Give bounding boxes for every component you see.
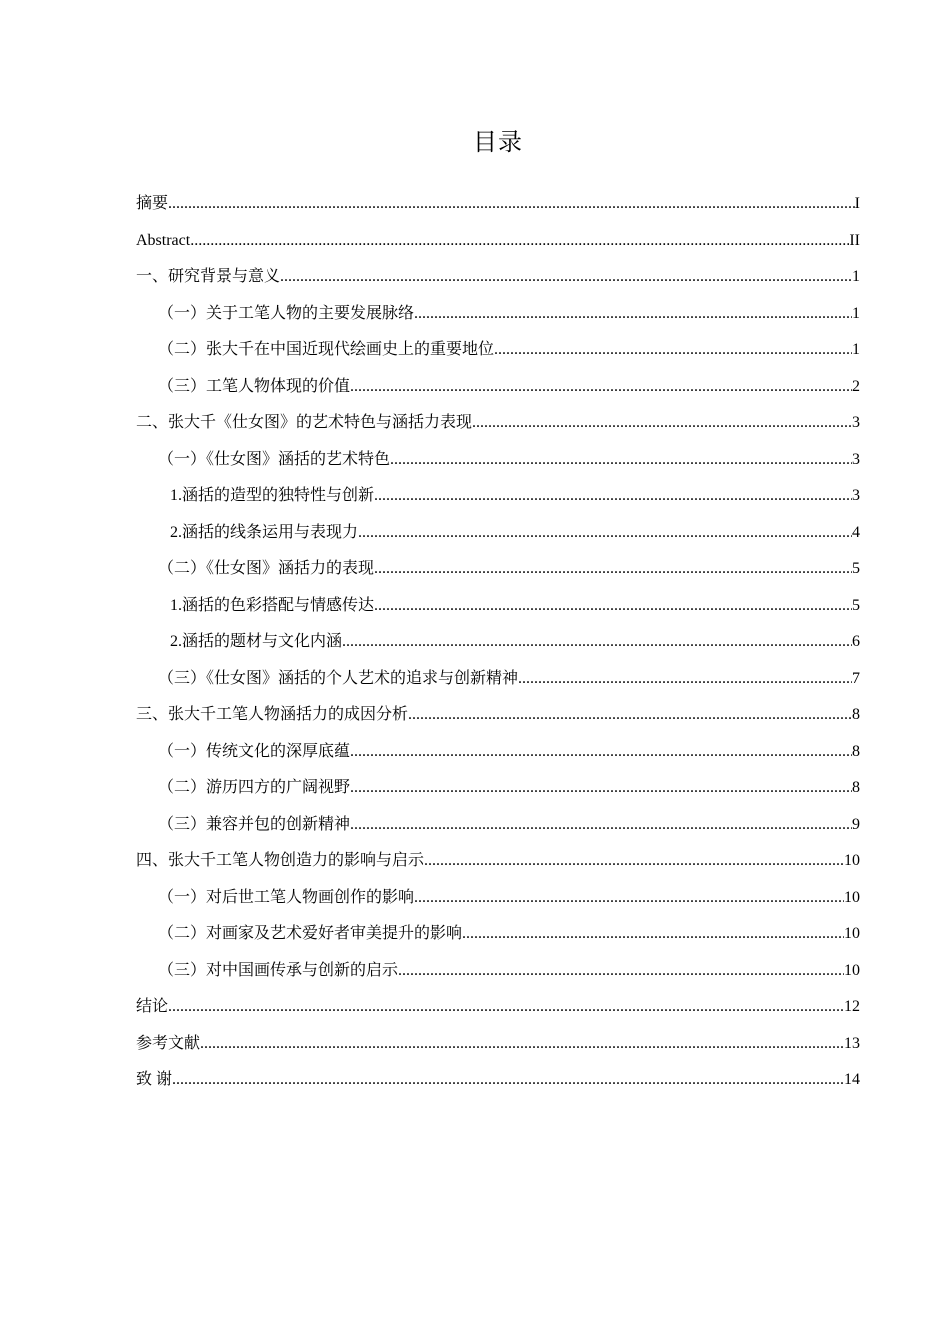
toc-entry[interactable] <box>136 953 860 990</box>
toc-entry[interactable] <box>136 551 860 588</box>
dot-leader <box>172 1062 844 1099</box>
dot-leader <box>398 953 844 990</box>
toc-entry-page-number: 13 <box>844 1034 860 1052</box>
toc-entry-page-number: 8 <box>852 779 860 796</box>
dot-leader <box>390 442 852 479</box>
dot-leader <box>408 697 852 734</box>
toc-entry-page-number: 10 <box>844 925 860 942</box>
toc-entry[interactable] <box>136 697 860 734</box>
toc-entry-page-number: 10 <box>844 852 860 869</box>
dot-leader <box>200 1026 844 1063</box>
toc-entry[interactable] <box>136 843 860 880</box>
dot-leader <box>518 661 852 698</box>
toc-entry-text: 摘要 <box>136 195 169 212</box>
dot-leader <box>462 916 844 953</box>
toc-entry-page-number: 1 <box>852 341 860 358</box>
dot-leader <box>350 369 852 406</box>
toc-entry-text: 2.涵括的线条运用与表现力 <box>170 523 359 541</box>
table-of-contents <box>136 186 860 1099</box>
toc-entry-page-number: 1 <box>852 268 860 285</box>
toc-entry-page-number: 12 <box>844 998 860 1015</box>
dot-leader <box>472 405 852 442</box>
dot-leader <box>350 807 852 844</box>
toc-entry-text: 参考文献 <box>136 1034 201 1052</box>
toc-entry-page-number: 2 <box>852 377 860 395</box>
toc-entry-page-number: 10 <box>844 888 860 906</box>
toc-entry-text: 三、张大千工笔人物涵括力的成因分析 <box>136 706 409 723</box>
dot-leader <box>168 186 855 223</box>
toc-entry-page-number: 3 <box>852 450 860 468</box>
toc-entry[interactable] <box>136 296 860 333</box>
toc-entry[interactable] <box>136 515 860 552</box>
dot-leader <box>494 332 852 369</box>
toc-entry-page-number: 5 <box>852 596 860 614</box>
toc-entry-text: （三）《仕女图》涵括的个人艺术的追求与创新精神 <box>158 669 519 687</box>
dot-leader <box>350 734 852 771</box>
toc-entry[interactable] <box>136 916 860 953</box>
dot-leader <box>374 588 852 625</box>
dot-leader <box>190 223 849 260</box>
toc-entry-text: Abstract <box>136 231 191 249</box>
dot-leader <box>350 770 852 807</box>
toc-entry[interactable] <box>136 588 860 625</box>
toc-entry[interactable] <box>136 1026 860 1063</box>
toc-entry-text: （三）对中国画传承与创新的启示 <box>158 961 399 979</box>
dot-leader <box>374 551 852 588</box>
toc-entry[interactable] <box>136 624 860 661</box>
toc-entry-text: 二、张大千《仕女图》的艺术特色与涵括力表现 <box>136 414 473 431</box>
toc-entry-page-number: 3 <box>852 487 860 504</box>
toc-entry-text: 1.涵括的造型的独特性与创新 <box>170 487 375 504</box>
toc-entry-text: （二）对画家及艺术爱好者审美提升的影响 <box>158 925 463 942</box>
toc-entry[interactable] <box>136 259 860 296</box>
toc-entry[interactable] <box>136 332 860 369</box>
toc-entry-page-number: 1 <box>852 304 860 322</box>
toc-entry-text: （三）兼容并包的创新精神 <box>158 815 351 833</box>
toc-entry-page-number: I <box>854 195 860 212</box>
toc-title: 目录 <box>473 128 523 156</box>
toc-entry-text: 结论 <box>136 998 169 1015</box>
toc-entry-text: 致 谢 <box>136 1071 173 1088</box>
toc-entry-text: （一）关于工笔人物的主要发展脉络 <box>158 304 415 322</box>
toc-entry[interactable] <box>136 734 860 771</box>
toc-entry-text: （二）张大千在中国近现代绘画史上的重要地位 <box>158 341 495 358</box>
toc-entry-text: （二）《仕女图》涵括力的表现 <box>158 560 375 577</box>
dot-leader <box>374 478 852 515</box>
toc-entry-page-number: 6 <box>852 633 860 650</box>
dot-leader <box>414 296 852 333</box>
toc-entry-text: 2.涵括的题材与文化内涵 <box>170 633 343 650</box>
toc-entry-page-number: 4 <box>852 523 860 541</box>
toc-entry-page-number: 5 <box>852 560 860 577</box>
toc-entry[interactable] <box>136 1062 860 1099</box>
dot-leader <box>414 880 844 917</box>
toc-entry-text: （二）游历四方的广阔视野 <box>158 779 351 796</box>
dot-leader <box>358 515 852 552</box>
toc-entry-text: 四、张大千工笔人物创造力的影响与启示 <box>136 852 425 869</box>
toc-entry-page-number: II <box>849 231 860 249</box>
dot-leader <box>342 624 852 661</box>
toc-entry-page-number: 14 <box>844 1071 860 1088</box>
toc-entry[interactable] <box>136 442 860 479</box>
toc-entry[interactable] <box>136 369 860 406</box>
dot-leader <box>280 259 852 296</box>
toc-entry-text: 1.涵括的色彩搭配与情感传达 <box>170 596 375 614</box>
toc-entry[interactable] <box>136 989 860 1026</box>
toc-entry[interactable] <box>136 880 860 917</box>
toc-entry-text: 一、研究背景与意义 <box>136 268 281 285</box>
toc-entry-text: （三）工笔人物体现的价值 <box>158 377 351 395</box>
toc-entry-page-number: 3 <box>852 414 860 431</box>
dot-leader <box>168 989 844 1026</box>
toc-entry[interactable] <box>136 405 860 442</box>
toc-entry-page-number: 9 <box>852 815 860 833</box>
toc-entry-text: （一）对后世工笔人物画创作的影响 <box>158 888 415 906</box>
toc-entry-text: （一）传统文化的深厚底蕴 <box>158 742 351 760</box>
toc-entry[interactable] <box>136 770 860 807</box>
toc-entry[interactable] <box>136 661 860 698</box>
toc-entry-text: （一）《仕女图》涵括的艺术特色 <box>158 450 391 468</box>
toc-entry[interactable] <box>136 186 860 223</box>
toc-entry[interactable] <box>136 478 860 515</box>
toc-entry-page-number: 10 <box>844 961 860 979</box>
toc-entry-page-number: 7 <box>852 669 860 687</box>
toc-entry-page-number: 8 <box>852 742 860 760</box>
toc-entry[interactable] <box>136 223 860 260</box>
dot-leader <box>424 843 844 880</box>
toc-entry[interactable] <box>136 807 860 844</box>
toc-entry-page-number: 8 <box>852 706 860 723</box>
